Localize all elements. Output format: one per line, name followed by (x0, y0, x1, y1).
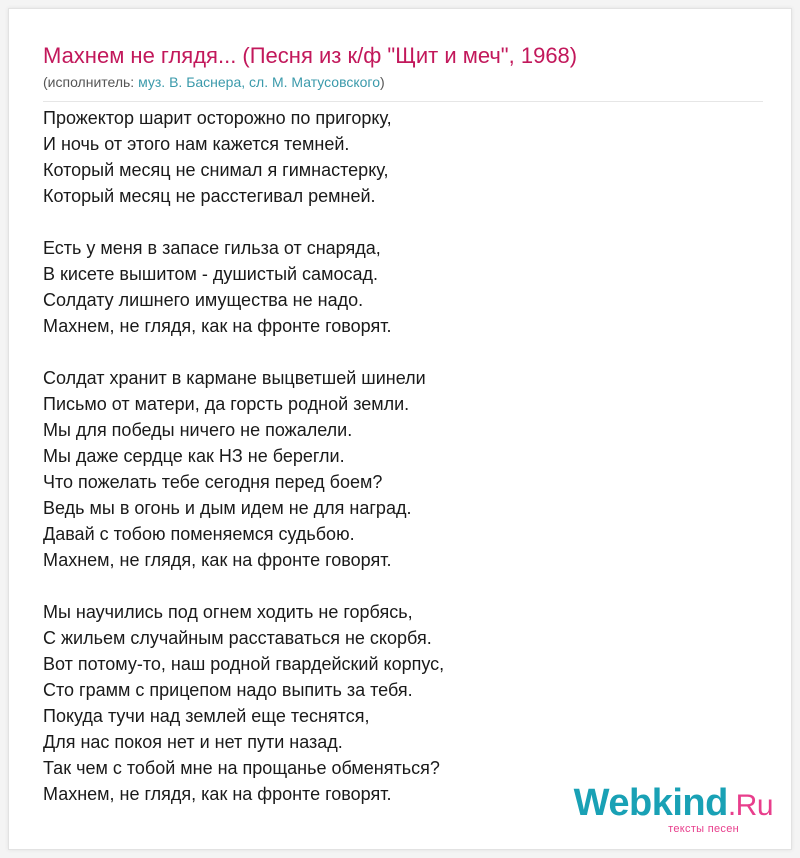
page-frame (8, 8, 792, 850)
lyrics-line: Так чем с тобой мне на прощанье обменяться? (43, 758, 440, 778)
credits-suffix: ) (380, 74, 385, 90)
logo-tagline: тексты песен (668, 823, 739, 835)
lyrics-line: Вот потому-то, наш родной гвардейский корпус, (43, 654, 445, 674)
credits-link[interactable]: муз. В. Баснера, сл. М. Матусовского (138, 74, 381, 90)
lyrics-line: С жильем случайным расставаться не скорбя. (43, 628, 432, 648)
lyrics-line: Что пожелать тебе сегодня перед боем? (43, 472, 383, 492)
lyrics-line: Мы научились под огнем ходить не горбясь, (43, 602, 413, 622)
credits-prefix: (исполнитель: (43, 74, 139, 90)
lyrics-line: Для нас покоя нет и нет пути назад. (43, 732, 343, 752)
lyrics-line: Сто грамм с прицепом надо выпить за тебя. (43, 680, 413, 700)
lyrics-stanza (43, 599, 763, 807)
lyrics-line: В кисете вышитом - душистый самосад. (43, 264, 378, 284)
logo-wordmark (574, 784, 773, 825)
lyrics-line: Который месяц не расстегивал ремней. (43, 186, 376, 206)
lyrics-line: Солдат хранит в кармане выцветшей шинели (43, 368, 426, 388)
song-header (43, 43, 763, 91)
header-divider (43, 101, 763, 102)
logo-tld: .Ru (727, 789, 773, 822)
song-credits (43, 73, 763, 91)
lyrics-line: Который месяц не снимал я гимнастерку, (43, 160, 389, 180)
lyrics-stanza (43, 365, 763, 573)
logo-brand: Webkind (573, 782, 728, 824)
lyrics-line: Солдату лишнего имущества не надо. (43, 290, 364, 310)
lyrics-line: Есть у меня в запасе гильза от снаряда, (43, 238, 381, 258)
lyrics-line: И ночь от этого нам кажется темней. (43, 134, 350, 154)
lyrics-line: Мы для победы ничего не пожалели. (43, 420, 353, 440)
lyrics-line: Мы даже сердце как НЗ не берегли. (43, 446, 345, 466)
lyrics-body (43, 105, 763, 833)
lyrics-line: Ведь мы в огонь и дым идем не для наград. (43, 498, 412, 518)
webkind-logo[interactable] (574, 784, 773, 835)
lyrics-line: Махнем, не глядя, как на фронте говорят. (43, 316, 392, 336)
lyrics-line: Махнем, не глядя, как на фронте говорят. (43, 550, 392, 570)
lyrics-stanza (43, 105, 763, 209)
lyrics-line: Давай с тобою поменяемся судьбою. (43, 524, 355, 544)
lyrics-line: Прожектор шарит осторожно по пригорку, (43, 108, 392, 128)
song-title: Махнем не глядя... (Песня из к/ф "Щит и меч", 1968) (43, 43, 578, 68)
lyrics-line: Махнем, не глядя, как на фронте говорят. (43, 784, 392, 804)
lyrics-stanza (43, 235, 763, 339)
lyrics-line: Покуда тучи над землей еще теснятся, (43, 706, 370, 726)
lyrics-line: Письмо от матери, да горсть родной земли. (43, 394, 410, 414)
